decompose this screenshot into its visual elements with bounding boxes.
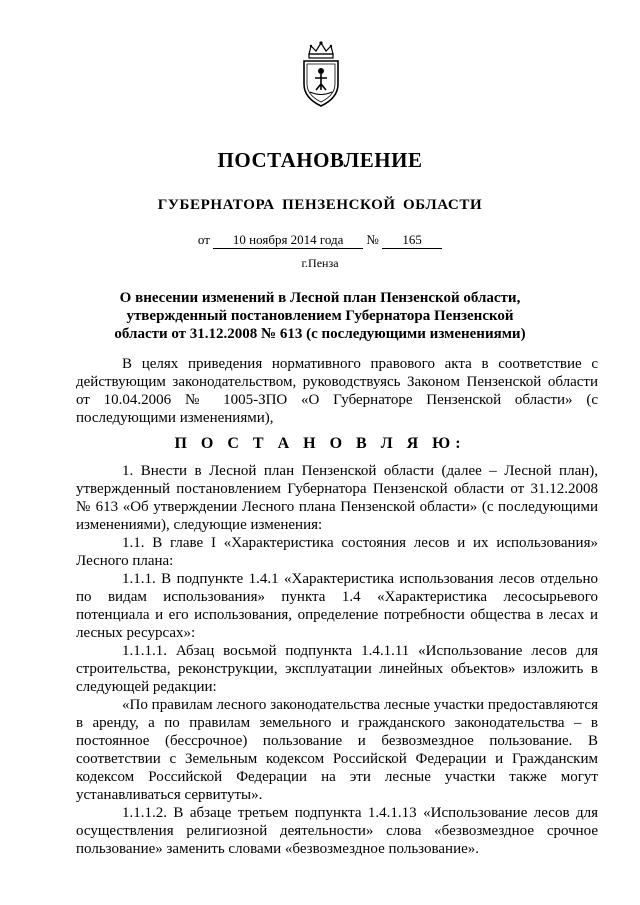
preamble-text: В целях приведения нормативного правового акта в соответствие с действующим законодательством, руководствуясь Законом Пензенской области от 10.04.2006 № 1005-ЗПО «О Губернаторе Пензенской области» (с последующими изменениями), (76, 356, 598, 426)
number-prefix: № (366, 232, 379, 247)
city: г.Пенза (301, 256, 339, 270)
quoted-paragraph: «По правилам лесного законодательства лесные участки предоставляются в аренду, а по правилам земельного и гражданского законодательства – в постоянное (бессрочное) пользование и безвозмездное пользование. В соответствии с Земельным кодексом Российской Федерации и Гражданским кодексом Российской Федерации на эти лесные участки также могут устанавливаться сервитуты». (76, 697, 598, 803)
paragraph-1: 1. Внести в Лесной план Пензенской области (далее – Лесной план), утвержденный постановлением Губернатора Пензенской области от 31.12.2008 № 613 «Об утверждении Лесного плана Пензенской области» (с последующими изменениями), следующие изменения: (76, 463, 598, 533)
date-number-line (0, 232, 640, 249)
decree-heading: П О С Т А Н О В Л Я Ю: (174, 435, 466, 452)
document-number: 165 (382, 232, 442, 249)
issuer-line: ГУБЕРНАТОРА ПЕНЗЕНСКОЙ ОБЛАСТИ (157, 197, 483, 213)
document-date: 10 ноября 2014 года (213, 232, 363, 249)
paragraph-1-1-1-2: 1.1.1.2. В абзаце третьем подпункта 1.4.1.13 «Использование лесов для осуществления религиозной деятельности» слова «безвозмездное срочное пользование» заменить словами «безвозмездное пользование». (76, 805, 598, 857)
paragraph-1-1-1: 1.1.1. В подпункте 1.4.1 «Характеристика использования лесов отдельно по видам использования» пункта 1.4 «Характеристика лесосырьевого потенциала и его использования, определение потребности общества в лесах и лесных ресурсах»: (76, 571, 598, 641)
document-subject: О внесении изменений в Лесной план Пензенской области, утвержденный постановлением Губернатора Пензенской области от 31.12.2008 № 613 (с последующими изменениями) (114, 290, 526, 342)
document-body (76, 462, 598, 858)
coat-of-arms-emblem (296, 40, 346, 112)
preamble (76, 355, 598, 427)
document-title: ПОСТАНОВЛЕНИЕ (217, 148, 423, 172)
paragraph-1-1: 1.1. В главе I «Характеристика состояния лесов и их использования» Лесного плана: (76, 535, 598, 569)
paragraph-1-1-1-1: 1.1.1.1. Абзац восьмой подпункта 1.4.1.11 «Использование лесов для строительства, реконструкции, эксплуатации линейных объектов» изложить в следующей редакции: (76, 643, 598, 695)
date-prefix: от (197, 232, 210, 247)
